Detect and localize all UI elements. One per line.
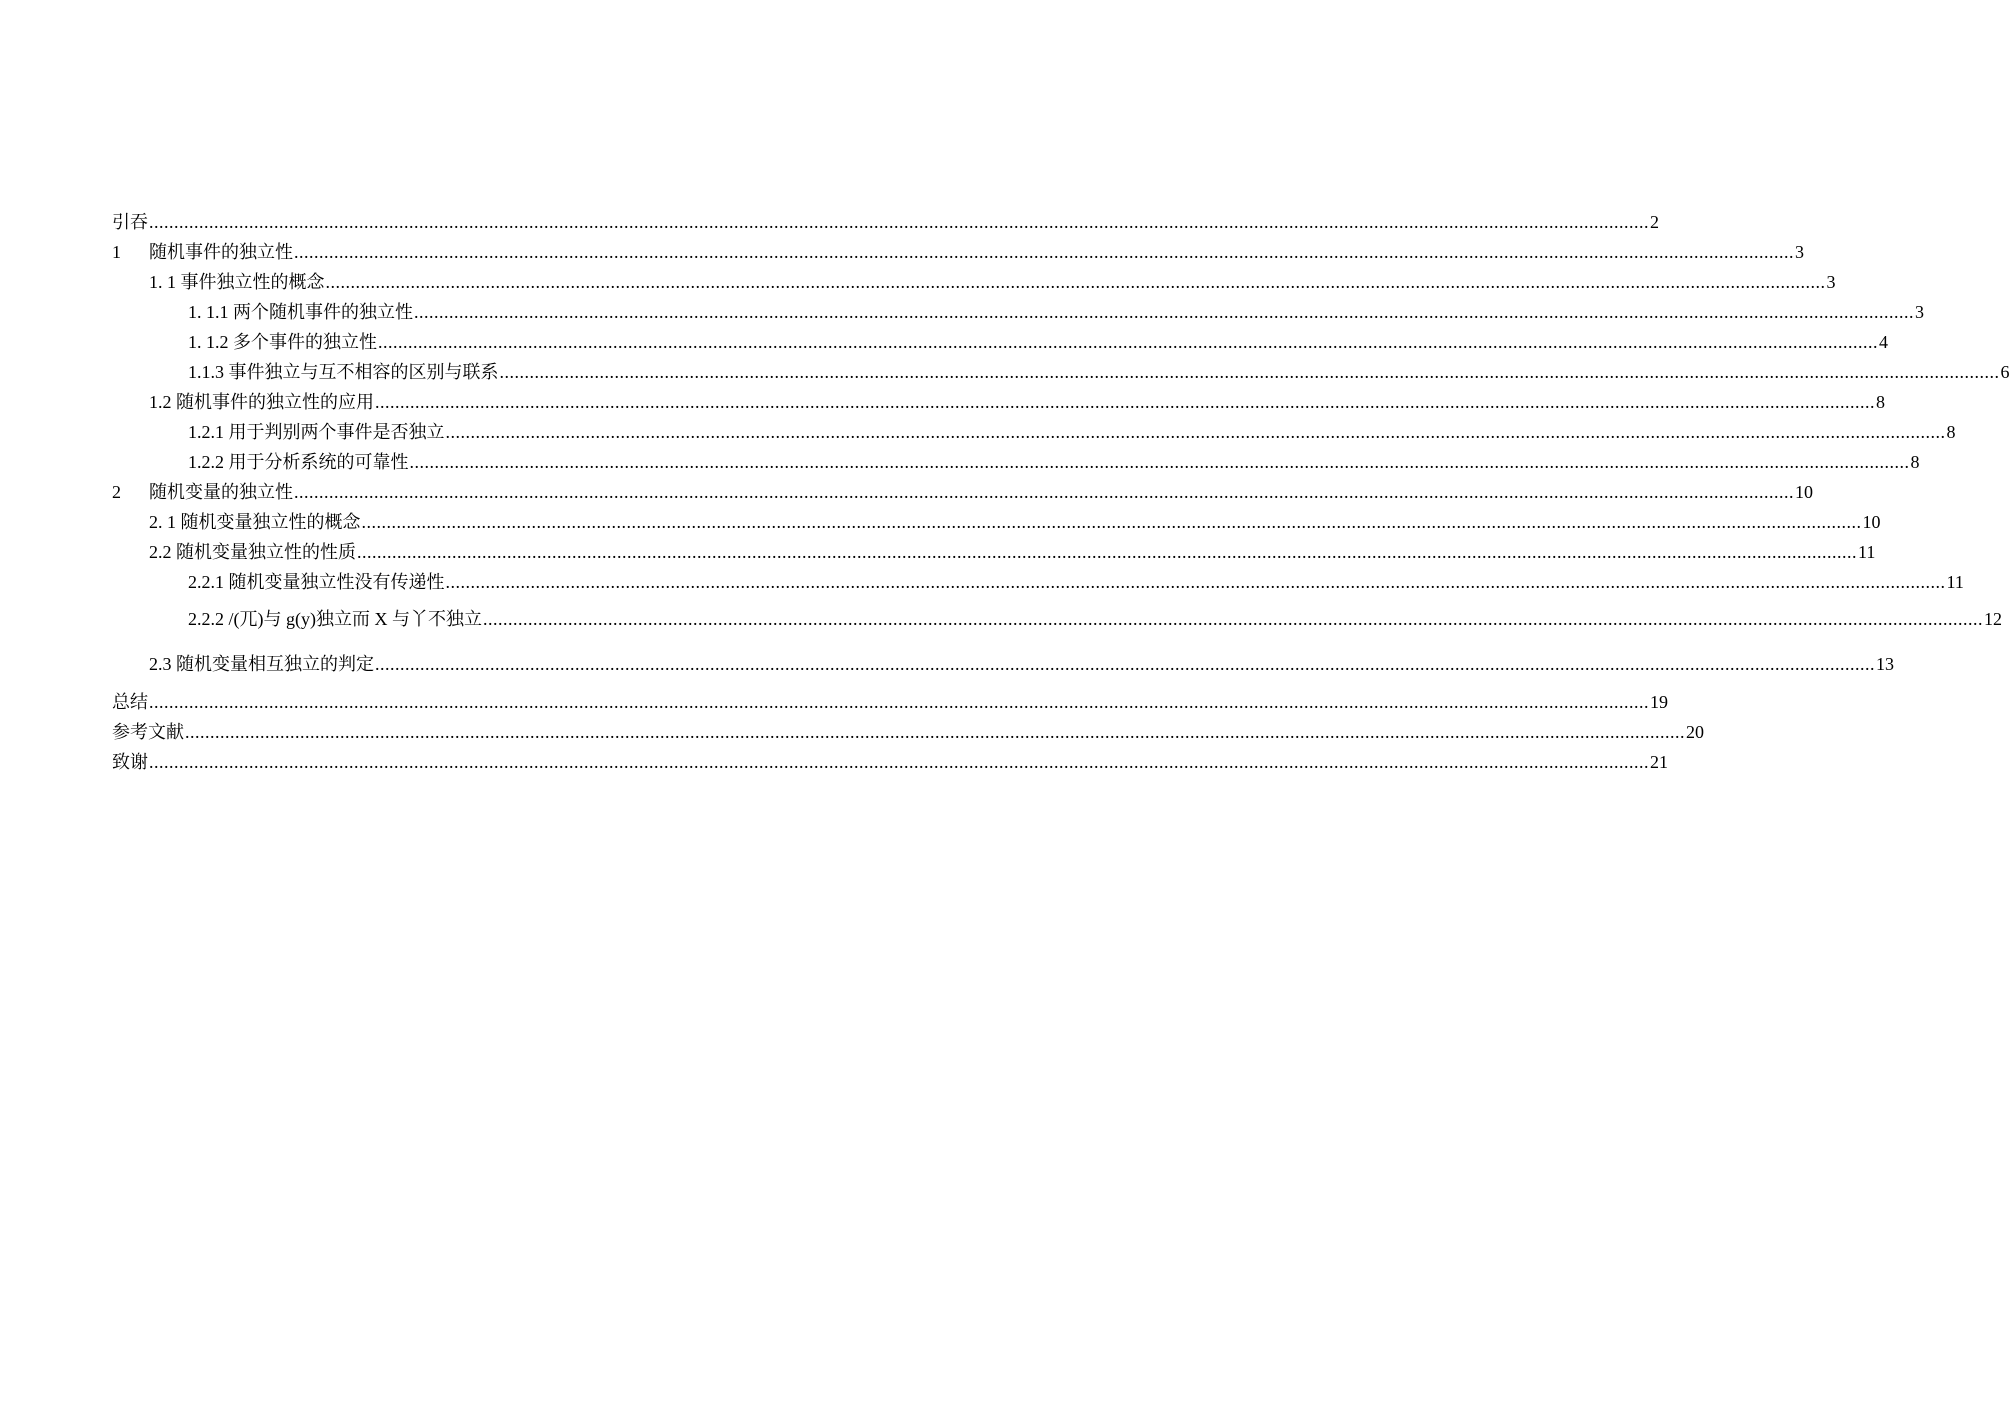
toc-entry-page: 8 (1876, 392, 1885, 412)
toc-entry-title: 1.2.1 用于判别两个事件是否独立 (188, 422, 445, 442)
toc-entry-title: 随机变量的独立性 (149, 482, 293, 502)
toc-entry-page: 3 (1915, 302, 1924, 322)
toc-entry-title: 2.3 随机变量相互独立的判定 (149, 654, 374, 674)
toc-entry-section-1-1-3[interactable] (112, 357, 2010, 387)
dot-leader: ............................................................................................................................................................................................................................................................................................................ (445, 572, 1946, 592)
toc-entry-section-1-1-2[interactable] (112, 327, 1888, 357)
toc-entry-title: 1.2.2 用于分析系统的可靠性 (188, 452, 409, 472)
dot-leader: ............................................................................................................................................................................................................................................................................................................ (325, 272, 1826, 292)
toc-entry-acknowledgements[interactable] (112, 747, 1668, 777)
toc-entry-summary[interactable] (112, 687, 1668, 717)
toc-entry-page: 21 (1650, 752, 1668, 772)
toc-entry-page: 10 (1795, 482, 1813, 502)
table-of-contents (112, 207, 2010, 777)
toc-entry-title: 随机事件的独立性 (149, 242, 293, 262)
dot-leader: ............................................................................................................................................................................................................................................................................................................ (149, 692, 1649, 712)
toc-entry-title: 参考文献 (112, 722, 184, 742)
toc-entry-page: 20 (1686, 722, 1704, 742)
toc-entry-title: 总结 (112, 692, 148, 712)
toc-entry-title: 1. 1.1 两个随机事件的独立性 (188, 302, 413, 322)
toc-entry-title: 引吞 (112, 212, 148, 232)
toc-entry-title: 1.2 随机事件的独立性的应用 (149, 392, 374, 412)
toc-entry-title: 1. 1.2 多个事件的独立性 (188, 332, 377, 352)
toc-entry-section-1-2-1[interactable] (112, 417, 1956, 447)
toc-entry-page: 8 (1946, 422, 1956, 442)
toc-entry-page: 6 (2000, 362, 2010, 382)
toc-entry-page: 3 (1826, 272, 1836, 292)
dot-leader: ............................................................................................................................................................................................................................................................................................................ (149, 212, 1649, 232)
dot-leader: ............................................................................................................................................................................................................................................................................................................ (499, 362, 2000, 382)
toc-entry-chapter-1[interactable] (112, 237, 1804, 267)
toc-entry-references[interactable] (112, 717, 1704, 747)
toc-entry-section-2-1[interactable] (112, 507, 1881, 537)
dot-leader: ............................................................................................................................................................................................................................................................................................................ (149, 752, 1649, 772)
toc-entry-page: 3 (1795, 242, 1804, 262)
toc-entry-section-2-3[interactable] (112, 642, 1894, 687)
toc-entry-page: 19 (1650, 692, 1668, 712)
toc-entry-section-1-2-2[interactable] (112, 447, 1920, 477)
toc-entry-section-1-2[interactable] (112, 387, 1885, 417)
toc-entry-introduction[interactable] (112, 207, 1659, 237)
toc-entry-title: 2.2 随机变量独立性的性质 (149, 542, 356, 562)
toc-entry-section-1-1[interactable] (112, 267, 1836, 297)
toc-entry-title: 1. 1 事件独立性的概念 (149, 272, 325, 292)
toc-entry-title: 2.2.2 /(兀)与 g(y)独立而 X 与丫不独立 (188, 609, 482, 629)
toc-entry-page: 11 (1946, 572, 1964, 592)
toc-entry-page: 8 (1910, 452, 1920, 472)
toc-entry-page: 4 (1879, 332, 1888, 352)
toc-entry-page: 11 (1858, 542, 1876, 562)
toc-entry-title: 2.2.1 随机变量独立性没有传递性 (188, 572, 445, 592)
dot-leader: ............................................................................................................................................................................................................................................................................................................ (375, 654, 1875, 674)
toc-entry-title: 1.1.3 事件独立与互不相容的区别与联系 (188, 362, 499, 382)
dot-leader: ............................................................................................................................................................................................................................................................................................................ (361, 512, 1862, 532)
dot-leader: ............................................................................................................................................................................................................................................................................................................ (414, 302, 1914, 322)
toc-entry-section-1-1-1[interactable] (112, 297, 1924, 327)
dot-leader: ............................................................................................................................................................................................................................................................................................................ (482, 609, 1983, 629)
toc-entry-section-2-2[interactable] (112, 537, 1876, 567)
dot-leader: ............................................................................................................................................................................................................................................................................................................ (294, 242, 1794, 262)
dot-leader: ............................................................................................................................................................................................................................................................................................................ (409, 452, 1910, 472)
toc-chapter-number: 2 (112, 482, 121, 502)
toc-entry-page: 10 (1862, 512, 1881, 532)
toc-entry-title: 2. 1 随机变量独立性的概念 (149, 512, 361, 532)
dot-leader: ............................................................................................................................................................................................................................................................................................................ (294, 482, 1794, 502)
toc-entry-section-2-2-2[interactable] (112, 597, 2002, 642)
dot-leader: ............................................................................................................................................................................................................................................................................................................ (185, 722, 1685, 742)
dot-leader: ............................................................................................................................................................................................................................................................................................................ (375, 392, 1875, 412)
toc-entry-page: 13 (1876, 654, 1894, 674)
toc-entry-section-2-2-1[interactable] (112, 567, 1964, 597)
toc-chapter-number: 1 (112, 242, 121, 262)
toc-entry-title: 致谢 (112, 752, 148, 772)
toc-entry-chapter-2[interactable] (112, 477, 1813, 507)
toc-entry-page: 2 (1650, 212, 1659, 232)
toc-entry-page: 12 (1983, 609, 2002, 629)
dot-leader: ............................................................................................................................................................................................................................................................................................................ (357, 542, 1857, 562)
dot-leader: ............................................................................................................................................................................................................................................................................................................ (445, 422, 1946, 442)
dot-leader: ............................................................................................................................................................................................................................................................................................................ (378, 332, 1878, 352)
